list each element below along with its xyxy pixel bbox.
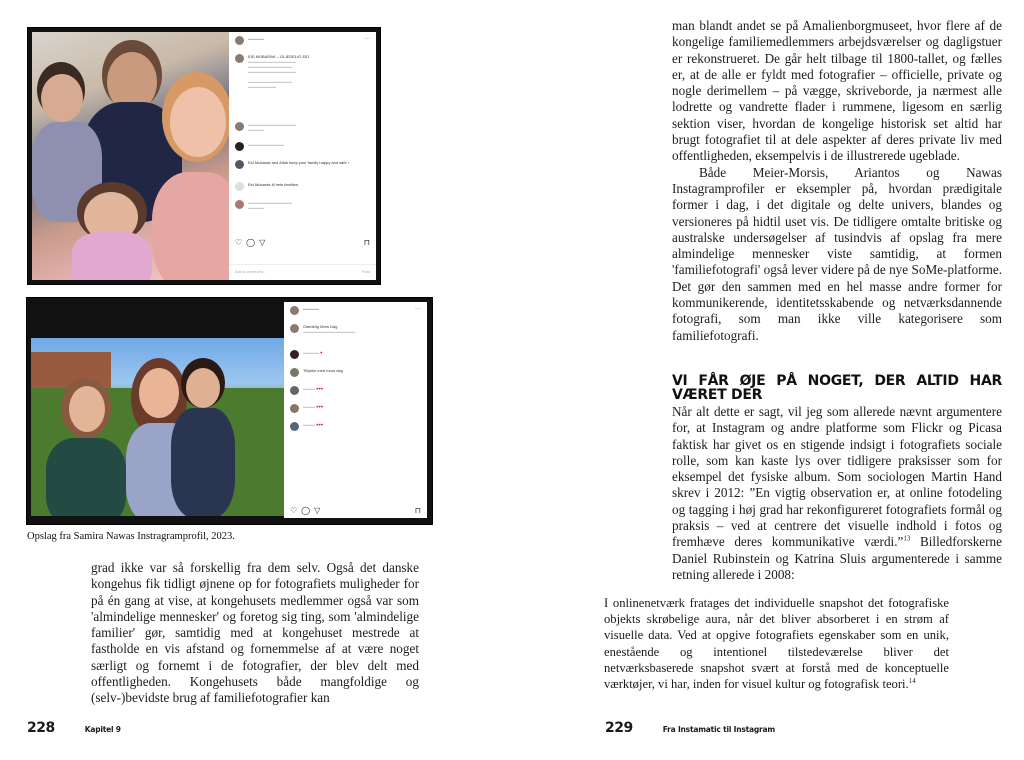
running-head: Fra Instamatic til Instagram — [662, 725, 775, 734]
comment-hearts: ▬▬▬ ♥♥♥ — [303, 422, 324, 427]
comment — [290, 422, 421, 431]
avatar — [235, 122, 244, 131]
comment-placeholder: ▬▬▬▬▬▬▬▬▬▬▬▬ ▬▬▬▬ — [248, 122, 296, 132]
paragraph — [672, 404, 1002, 583]
heart-icon[interactable]: ♡ — [235, 238, 243, 247]
divider — [229, 264, 376, 265]
paragraph-text: Billedforskerne Daniel Rubinstein og Katrina Sluis argumenterede i samme retning allerede i 2008: — [672, 534, 1002, 582]
share-icon[interactable]: ▽ — [259, 238, 266, 247]
paragraph: Både Meier-Morsis, Ariantos og Nawas Instagramprofiler er eksempler på, hvordan prædigitale former i dag, i det digitale og delte univers, blandes og versioneres på hidtil uset vis. De tidligere omtalte britiske og australske undersøgelser af tusindvis af opslag fra mere almindelige mennesker viste samtidig, at formen 'familiefotografi' også lever videre på de nye SoMe-platforme. Det gør den sammen med en hel masse andre former for kommunikerende, identitetsskabende og netværksdannende fotografi, som man ikke ville kategorisere som familiefotografi. — [672, 164, 1002, 343]
comment — [235, 200, 370, 210]
more-options-icon[interactable]: ··· — [415, 306, 421, 312]
paragraph: man blandt andet se på Amalienborgmuseet, hvor flere af de kongelige familiemedlemmers arbejdsværelser og dagligstuer er rekonstrueret. De går helt tilbage til 1800-tallet, og fælles er, at de alle er fyldt med fotografier – officielle, private og nogle derimellem – på vægge, skriveborde, ja nærmest alle lodrette og vandrette flader i rummene, ligesom en særlig sektion viser, hvordan de kongelige historisk set altid har brugt fotografiet til at dele aspekter af deres private liv med offentligheden, eksempelvis i de illustrerede ugeblade. — [672, 18, 1002, 164]
share-icon[interactable]: ▽ — [314, 506, 321, 515]
page-number: 228 — [27, 720, 55, 736]
ig-action-bar — [290, 506, 421, 515]
comment — [290, 350, 421, 359]
comment-hearts: ▬▬▬ ♥♥♥ — [303, 404, 324, 409]
instagram-panel — [229, 32, 376, 280]
child-outfit-shape — [171, 408, 235, 516]
footnote-ref: 13 — [903, 534, 911, 543]
caption-placeholder: ▬▬▬▬▬▬▬▬▬▬▬▬ ▬▬▬▬▬▬▬▬▬▬▬ ▬▬▬▬▬▬▬▬▬▬▬▬ ▬▬▬▬▬▬▬▬▬▬▬ ▬▬▬▬▬▬▬ — [248, 59, 296, 89]
right-page — [512, 0, 1024, 760]
folio-right — [605, 720, 775, 736]
ig-action-bar — [235, 238, 370, 247]
comment-text: Tillykke med mors dag — [303, 368, 343, 373]
face-shape — [41, 74, 83, 122]
comment-icon[interactable]: ◯ — [301, 506, 311, 515]
instagram-panel — [284, 302, 427, 518]
figure-instagram-eid — [27, 27, 381, 285]
comment — [290, 404, 421, 413]
avatar — [235, 142, 244, 151]
more-options-icon[interactable]: ··· — [364, 36, 370, 42]
comment-placeholder: ▬▬▬▬▬▬▬▬▬ — [248, 142, 284, 147]
paragraph: grad ikke var så forskellig fra dem selv. Også det danske kongehus fik tidligt øjnene op for fotografiets muligheder for på én gang at vise, at kongehusets medlemmer også var som 'almindelige mennesker' og foretog sig ting, som 'almindelige familier' gør, samtidig med at kongehuset mestrede at fastholde en vis afstand og fornemmelse af at være noget særligt og fornemt i de fotografier, der blev delt med offentligheden. Kongehusets både mangfoldige og (selv-)bevidste brug af familiefotografier kan — [91, 560, 419, 706]
avatar — [235, 182, 244, 191]
quote-paragraph — [604, 595, 949, 692]
bookmark-icon[interactable]: ⊓ — [363, 238, 370, 247]
comment — [290, 386, 421, 395]
garden-family-photo — [31, 338, 284, 516]
face-shape — [170, 87, 226, 157]
face-shape — [69, 386, 105, 432]
quote-text: I onlinenetværk fratages det individuelle snapshot det fotografiske objekts skrøbelige aura, når det bliver absorberet i en strøm af visuelle data. Ved at opgive fotografiets egenskaber som en unik, enestående og intentionel tilstedeværelse bliver det netværksbaserede snapshot svært at forstå med de konceptuelle værktøjer, vi har, inden for visuel kultur og fotografisk teori. — [604, 596, 949, 692]
comment-placeholder: ▬▬▬▬▬▬▬▬▬▬▬ ▬▬▬▬ — [248, 200, 292, 210]
comment — [235, 182, 370, 191]
folio-left — [27, 720, 121, 736]
body-text-right — [672, 18, 1002, 583]
comment — [235, 122, 370, 132]
block-quote — [604, 595, 949, 692]
ig-header — [235, 36, 370, 45]
avatar — [235, 200, 244, 209]
comment — [235, 160, 370, 169]
avatar — [290, 422, 299, 431]
post-button[interactable]: Post — [361, 269, 370, 274]
comment-text: Eid Mubarak and Allah keep your family happy and safe ! — [248, 160, 349, 165]
bookmark-icon[interactable]: ⊓ — [414, 506, 421, 515]
avatar — [290, 324, 299, 333]
avatar — [290, 386, 299, 395]
blouse-shape — [152, 172, 229, 280]
comment — [290, 368, 421, 377]
comment-text: Eid Mubarak til hele familien. — [248, 182, 300, 187]
page-number: 229 — [605, 720, 633, 736]
figure-instagram-mothers-day — [26, 297, 433, 525]
paragraph-text: Når alt dette er sagt, vil jeg som allerede nævnt argumentere for, at Instagram og andre platforme som Flickr og Picasa faktisk har givet os en stigende indsigt i fotografiets sociale rolle, som kan kaste lys over tidligere praksisser som for eksempel det fysiske album. Som sociologen Martin Hand skrev i 2012: ”En vigtig observation er, at online fotodeling og tagging i høj grad har rekonfigureret fotografiets formål og praksis – ved at centrere det visuelle indhold i fotos og fremhæve deres kommunikative værdi.” — [672, 403, 1002, 550]
jacket-shape — [46, 438, 126, 516]
username-placeholder: ▬▬▬▬ — [248, 36, 264, 41]
figure-caption: Opslag fra Samira Nawas Instragramprofil, 2023. — [27, 531, 235, 542]
family-selfie-photo — [32, 32, 229, 280]
shirt-shape — [72, 232, 152, 280]
avatar — [290, 350, 299, 359]
comment-icon[interactable]: ◯ — [246, 238, 256, 247]
username-placeholder: ▬▬▬▬ — [303, 306, 319, 311]
ig-header — [290, 306, 421, 315]
body-text-left — [91, 560, 419, 707]
caption-placeholder: ▬▬▬▬▬▬▬▬▬▬▬▬▬ — [303, 329, 355, 334]
face-shape — [139, 368, 179, 418]
ig-caption — [235, 54, 370, 89]
heart-icon[interactable]: ♡ — [290, 506, 298, 515]
comment-hearts: ▬▬▬ ♥♥♥ — [303, 386, 324, 391]
avatar — [235, 160, 244, 169]
footnote-ref: 14 — [908, 676, 916, 685]
section-heading: VI FÅR ØJE PÅ NOGET, DER ALTID HAR VÆRET DER — [672, 372, 1002, 403]
face-shape — [186, 368, 220, 408]
post-title: EID MUBARAK – GLÆDELIG EID — [248, 54, 310, 59]
add-comment-input[interactable]: Add a comment... — [235, 269, 267, 274]
comment — [235, 142, 370, 151]
comment-hearts: ▬▬▬▬ ♥ — [303, 350, 323, 355]
post-title: Glædelig Mors Dag — [303, 324, 338, 329]
avatar — [290, 306, 299, 315]
avatar — [235, 54, 244, 63]
avatar — [290, 404, 299, 413]
avatar — [290, 368, 299, 377]
ig-caption — [290, 324, 421, 334]
running-head: Kapitel 9 — [84, 725, 121, 734]
avatar — [235, 36, 244, 45]
